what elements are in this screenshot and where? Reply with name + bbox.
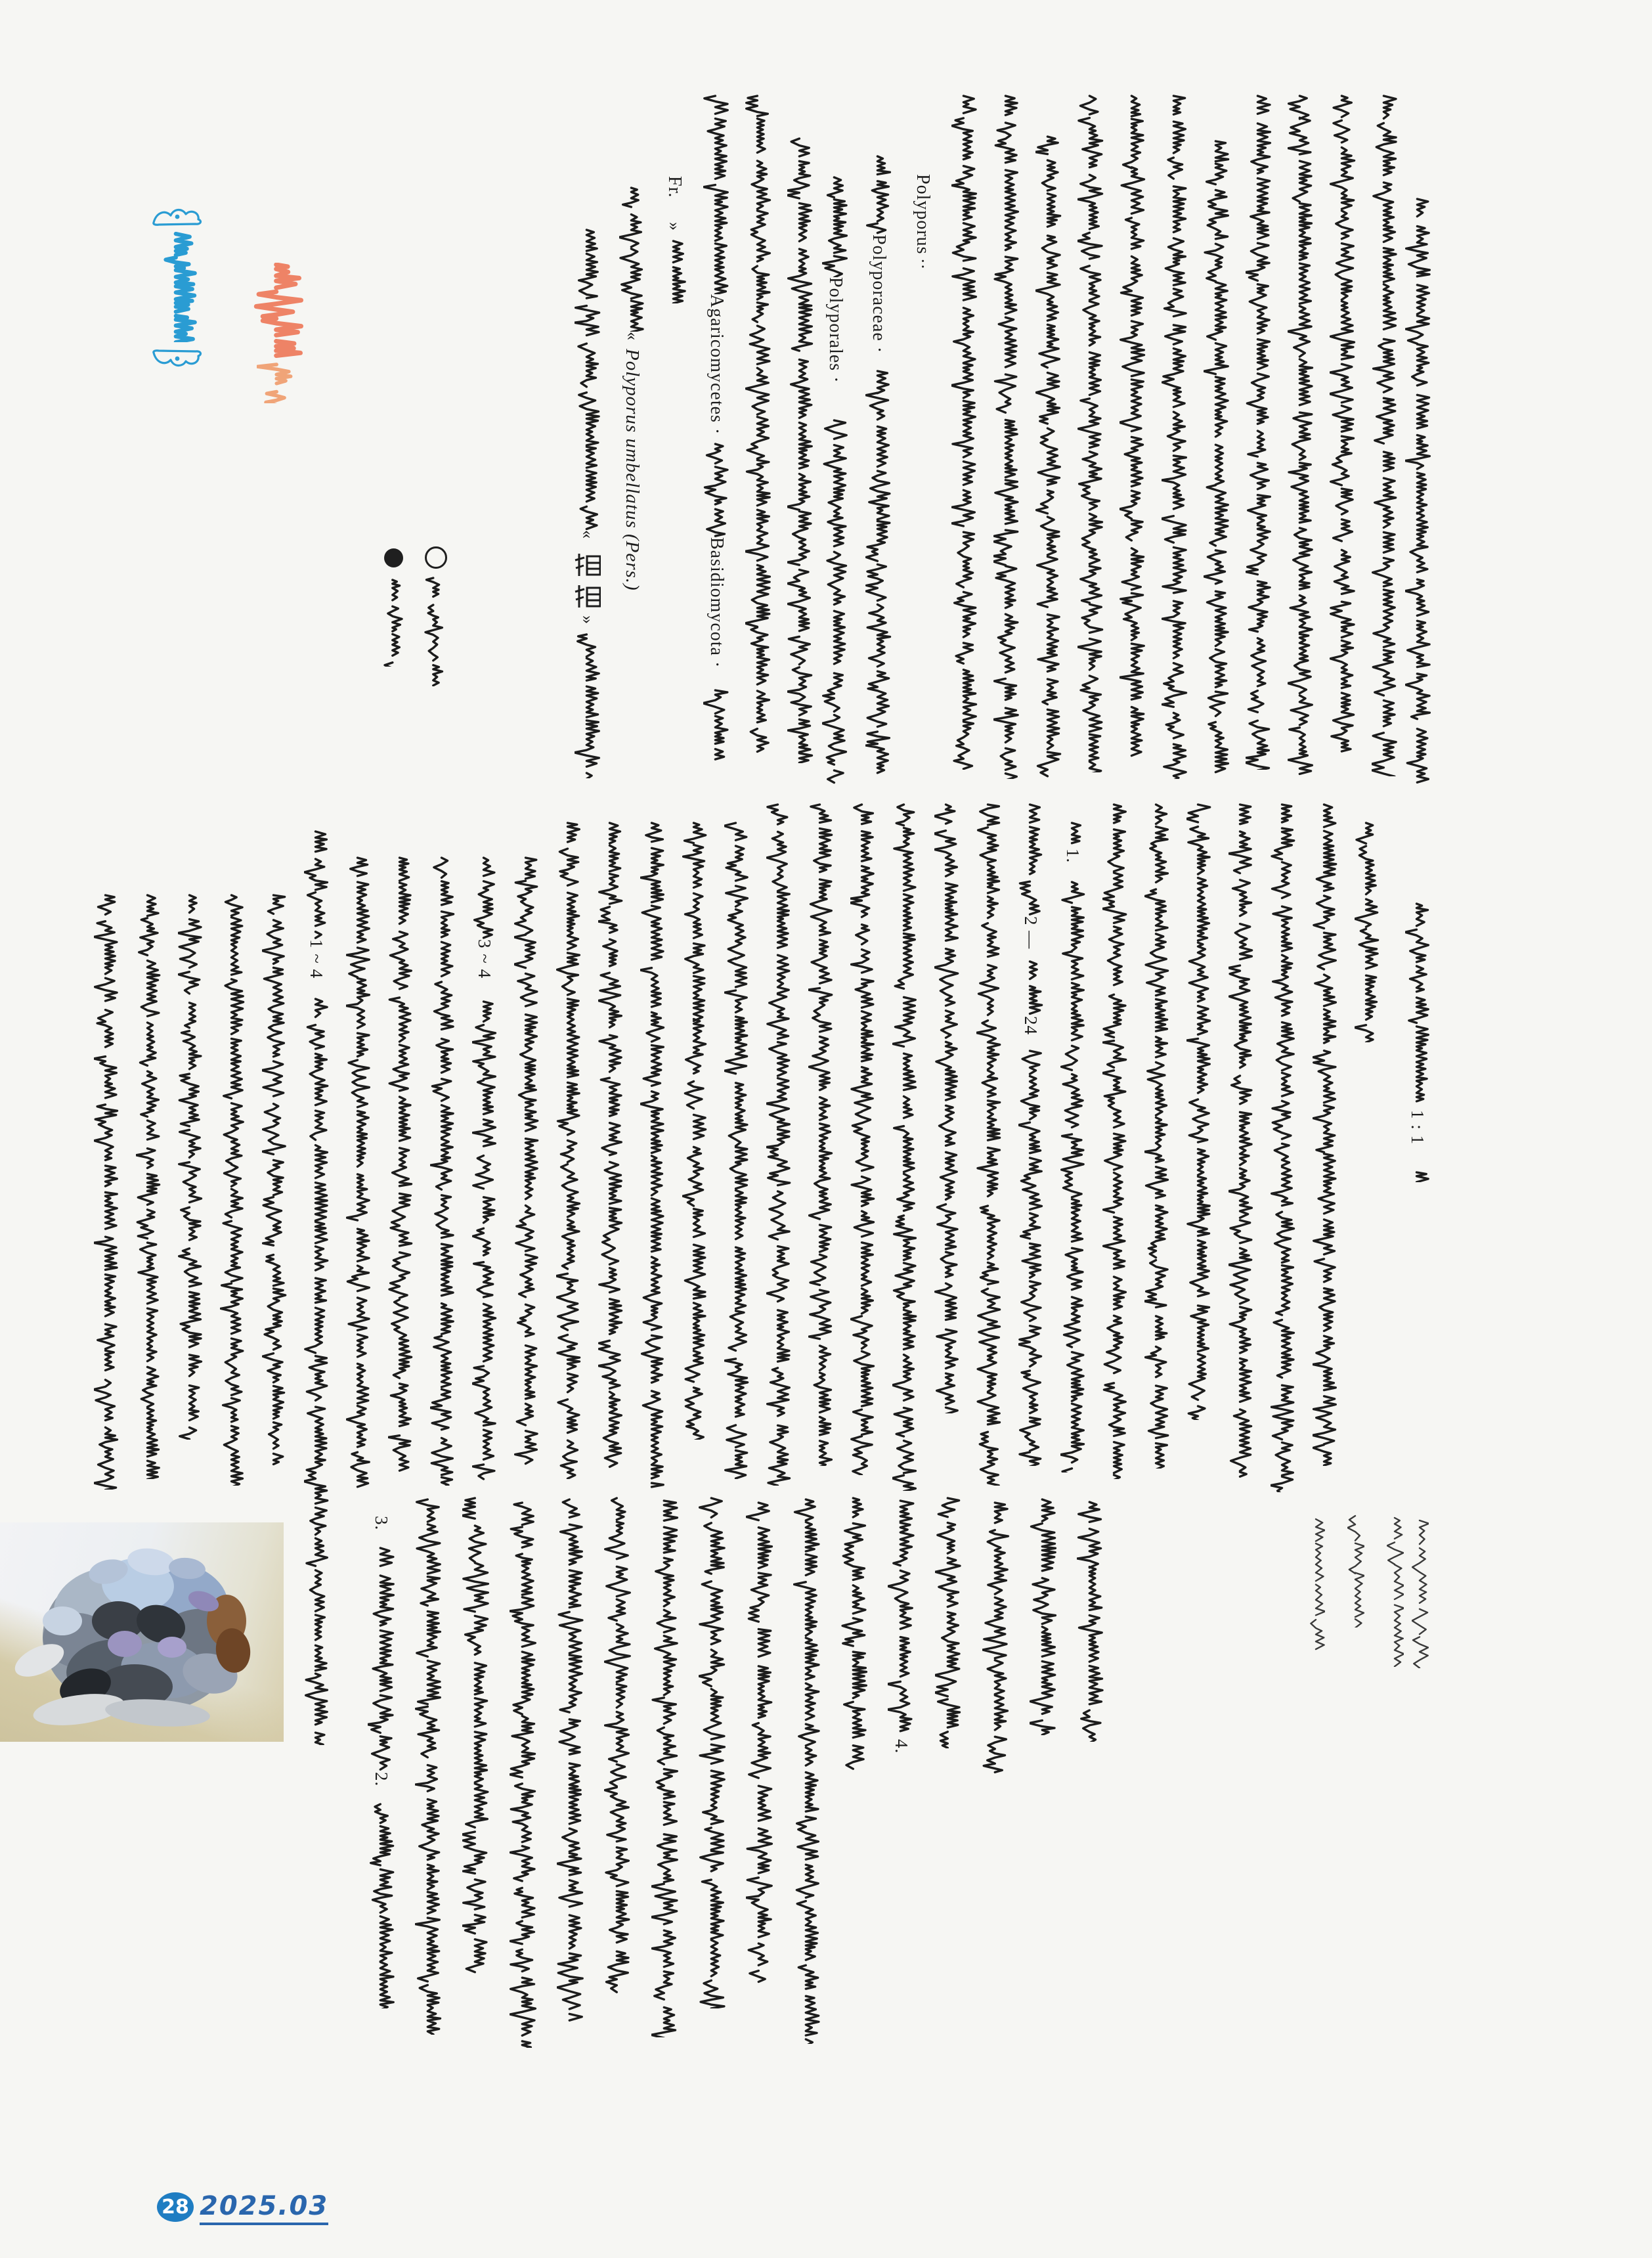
embedded-text-token: 2. [372,1772,391,1787]
text-column [462,1496,490,1981]
mongolian-script-run [1035,135,1062,782]
footer-page-badge [157,2192,194,2222]
mongolian-script-run [304,997,329,1745]
mongolian-script-run [703,94,729,294]
embedded-text-token: Polyporaceae · [869,234,889,354]
mongolian-script-run [651,1499,679,2037]
text-column [1228,803,1253,1479]
text-column [976,803,1001,1486]
embedded-text-token: 1 ~ 4 [307,939,326,979]
text-column [430,856,455,1486]
text-column [822,175,848,785]
mongolian-script-run [346,856,371,1491]
text-column [415,1497,443,2035]
text-column [514,856,539,1466]
page-number: 28 [162,2196,189,2219]
embedded-text-token: 24 [1021,1016,1041,1035]
mongolian-script-run [682,821,707,1440]
text-column [1144,803,1169,1469]
mongolian-script-run [514,856,539,1466]
mongolian-script-run [575,632,601,778]
text-column [787,137,814,763]
mongolian-script-run [1313,803,1337,1466]
text-column [745,94,772,757]
mongolian-script-run [951,94,978,770]
text-column [951,94,978,770]
mongolian-script-run [640,821,665,1488]
legend-bullet-filled-icon [384,548,403,567]
mongolian-script-run [822,418,848,785]
mongolian-script-run [1018,1049,1043,1466]
text-column [1102,803,1127,1479]
cloud-scroll-ornament-icon [150,349,205,368]
text-column [935,1496,963,1748]
text-column [934,803,959,1413]
text-column [136,893,161,1479]
text-column [1313,803,1337,1466]
embedded-text-token: 3 ~ 4 [475,939,494,979]
embedded-text-token: Polyporus umbellatus (Pers.) [622,349,643,591]
mongolian-script-run [158,232,197,342]
mongolian-script-run [1144,803,1169,1469]
mongolian-script-run [472,1000,497,1482]
mongolian-script-run [1405,902,1430,1110]
mongolian-script-run [251,263,305,358]
mongolian-script-run [982,1501,1010,1775]
mongolian-script-run [766,803,791,1486]
text-column [1372,94,1398,776]
text-column [1018,803,1043,1466]
mongolian-script-run [415,1497,443,2035]
text-column [982,1501,1010,1775]
mongolian-script-run [430,856,455,1486]
mongolian-script-run [976,803,1001,1486]
article-title [251,263,305,404]
handwritten-signature-column [1387,1516,1404,1667]
text-column [1077,94,1104,772]
text-column [909,174,936,275]
mongolian-script-run [1018,960,1043,1016]
handwritten-signature-column [1412,1518,1429,1668]
mongolian-script-run [472,856,497,939]
text-column [1186,803,1211,1420]
mongolian-script-run [808,803,833,1466]
mongolian-script-run [424,576,444,686]
mongolian-script-run [661,239,687,303]
mongolian-script-run [557,1497,584,2022]
mongolian-script-run [865,369,892,780]
text-column [1035,135,1062,782]
text-column [472,856,497,1482]
text-column [1246,94,1272,770]
text-column [993,94,1020,779]
text-column [1204,139,1230,775]
mongolian-script-run [850,803,875,1475]
mongolian-script-run [746,1501,773,1983]
embedded-text-token: ·· [913,258,932,270]
mongolian-script-run [1405,197,1431,785]
text-column [262,893,287,1466]
embedded-text-token: Polyporales · [825,277,846,384]
mongolian-script-run [604,1496,632,1997]
mongolian-script-run [1387,1516,1404,1667]
text-column [640,821,665,1488]
embedded-text-token: » [665,222,684,231]
text-column [865,154,892,780]
mongolian-script-run [1308,1517,1325,1652]
text-column [388,856,413,1472]
handwritten-signature-column [1347,1514,1364,1627]
text-column [793,1497,821,2044]
text-column [1271,803,1295,1492]
mongolian-script-run [178,893,203,1440]
text-column [766,803,791,1486]
photo-fragment [108,1631,142,1657]
mongolian-script-run [304,830,329,939]
text-column [346,856,371,1491]
text-column [604,1496,632,1997]
text-column [661,176,687,303]
embedded-text-token: Agaricomycetes · [706,294,727,435]
embedded-text-token: » [578,615,598,624]
mongolian-script-run [1077,1500,1104,1742]
mongolian-script-run [1060,880,1085,1472]
embedded-text-token: « [623,332,642,340]
mongolian-script-run [724,821,749,1479]
handwritten-signature-column [1308,1517,1325,1652]
mongolian-script-run [1330,94,1356,758]
text-column [368,1511,395,2008]
mongolian-script-run [888,1499,915,1739]
text-column [598,821,623,1469]
mongolian-script-run [510,1501,537,2048]
mongolian-script-run [1288,94,1314,779]
text-column [1119,94,1146,763]
mongolian-script-run [1204,139,1230,775]
mongolian-script-run [262,893,287,1466]
mongolian-script-run [1030,1497,1057,1735]
mongolian-script-run [745,94,772,757]
embedded-text-token: 4. [892,1739,911,1754]
mongolian-script-run [619,186,645,332]
text-column [1060,821,1085,1472]
text-column [94,893,119,1490]
mongolian-script-run [1246,94,1272,770]
mongolian-script-run [822,175,848,277]
mongolian-script-run [462,1496,490,1981]
text-column [703,94,729,762]
embedded-text-token: Polyporus [913,174,933,255]
mongolian-script-run [1271,803,1295,1492]
mongolian-script-run [1412,1518,1429,1668]
mongolian-script-run [1372,94,1398,776]
text-column [619,186,645,778]
mongolian-script-run [699,1496,726,2008]
embedded-text-token: 1 : 1 [1408,1110,1427,1145]
text-column [1077,1500,1104,1742]
mongolian-script-run [368,1802,395,2008]
mongolian-script-run [840,1496,868,1775]
text-column [575,228,601,778]
mongolian-script-run [556,821,581,1479]
mongolian-script-run [94,893,119,1490]
embedded-text-token: « [578,530,598,539]
mongolian-script-run [1102,803,1127,1479]
mongolian-script-run [1162,94,1188,779]
mongolian-script-run [575,228,601,530]
mongolian-script-run [1228,803,1253,1479]
mongolian-script-run [934,803,959,1413]
embedded-text-token: 2 — [1021,916,1041,950]
cjk-text-猪苓 [575,547,601,615]
mongolian-script-run [703,688,729,762]
mongolian-script-run [793,1497,821,2044]
mongolian-script-run [935,1496,963,1748]
embedded-text-token: Fr. [664,176,685,198]
mongolian-script-run [1060,821,1085,849]
text-column [1288,94,1314,779]
mongolian-script-run [1077,94,1104,772]
mongolian-script-run [993,94,1020,779]
mushroom-photo [0,1522,284,1742]
text-column [746,1501,773,1983]
mongolian-script-run [220,893,245,1486]
text-column [850,803,875,1475]
mongolian-script-run [388,856,413,1472]
mongolian-script-run [787,137,814,763]
text-column [220,893,245,1486]
footer-issue-date: 2025.03 [200,2191,328,2225]
cloud-scroll-ornament-icon [150,207,205,227]
mongolian-script-run [1186,803,1211,1420]
text-column [1162,94,1188,779]
mongolian-script-run [1347,1514,1364,1627]
text-column [888,1499,915,1760]
text-column [892,803,917,1491]
mongolian-script-run [703,442,729,537]
text-column [1030,1497,1057,1735]
embedded-text-token: 1. [1063,849,1083,864]
mongolian-script-run [1355,821,1380,1042]
text-column [840,1496,868,1775]
text-column [1405,902,1430,1182]
text-column [651,1499,679,2037]
mongolian-script-run [1018,803,1043,916]
mongolian-script-run [257,363,300,403]
text-column [724,821,749,1479]
text-column [1355,821,1380,1042]
legend-bullet-open-icon [425,546,447,569]
mongolian-script-run [892,803,917,1491]
mongolian-script-run [1405,1170,1430,1182]
mongolian-script-run [1119,94,1146,763]
mongolian-script-run [598,821,623,1469]
mongolian-script-run [865,154,892,234]
mongolian-script-run [368,1546,395,1772]
photo-fragment [43,1606,82,1635]
legend-label [424,576,444,686]
text-column [557,1497,584,2022]
magazine-column-ornamental-title [150,207,205,368]
photo-fragment [158,1637,186,1658]
text-column [556,821,581,1479]
mongolian-script-run [383,578,403,667]
embedded-text-token: Basidiomycota · [706,537,727,669]
text-column [1405,197,1431,785]
text-column [510,1501,537,2048]
text-column [808,803,833,1466]
text-column [699,1496,726,2008]
mongolian-script-run [136,893,161,1479]
text-column [304,830,329,1745]
text-column [178,893,203,1440]
embedded-text-token: 3. [372,1516,391,1531]
legend-label [383,578,403,667]
text-column [682,821,707,1440]
text-column [1330,94,1356,758]
